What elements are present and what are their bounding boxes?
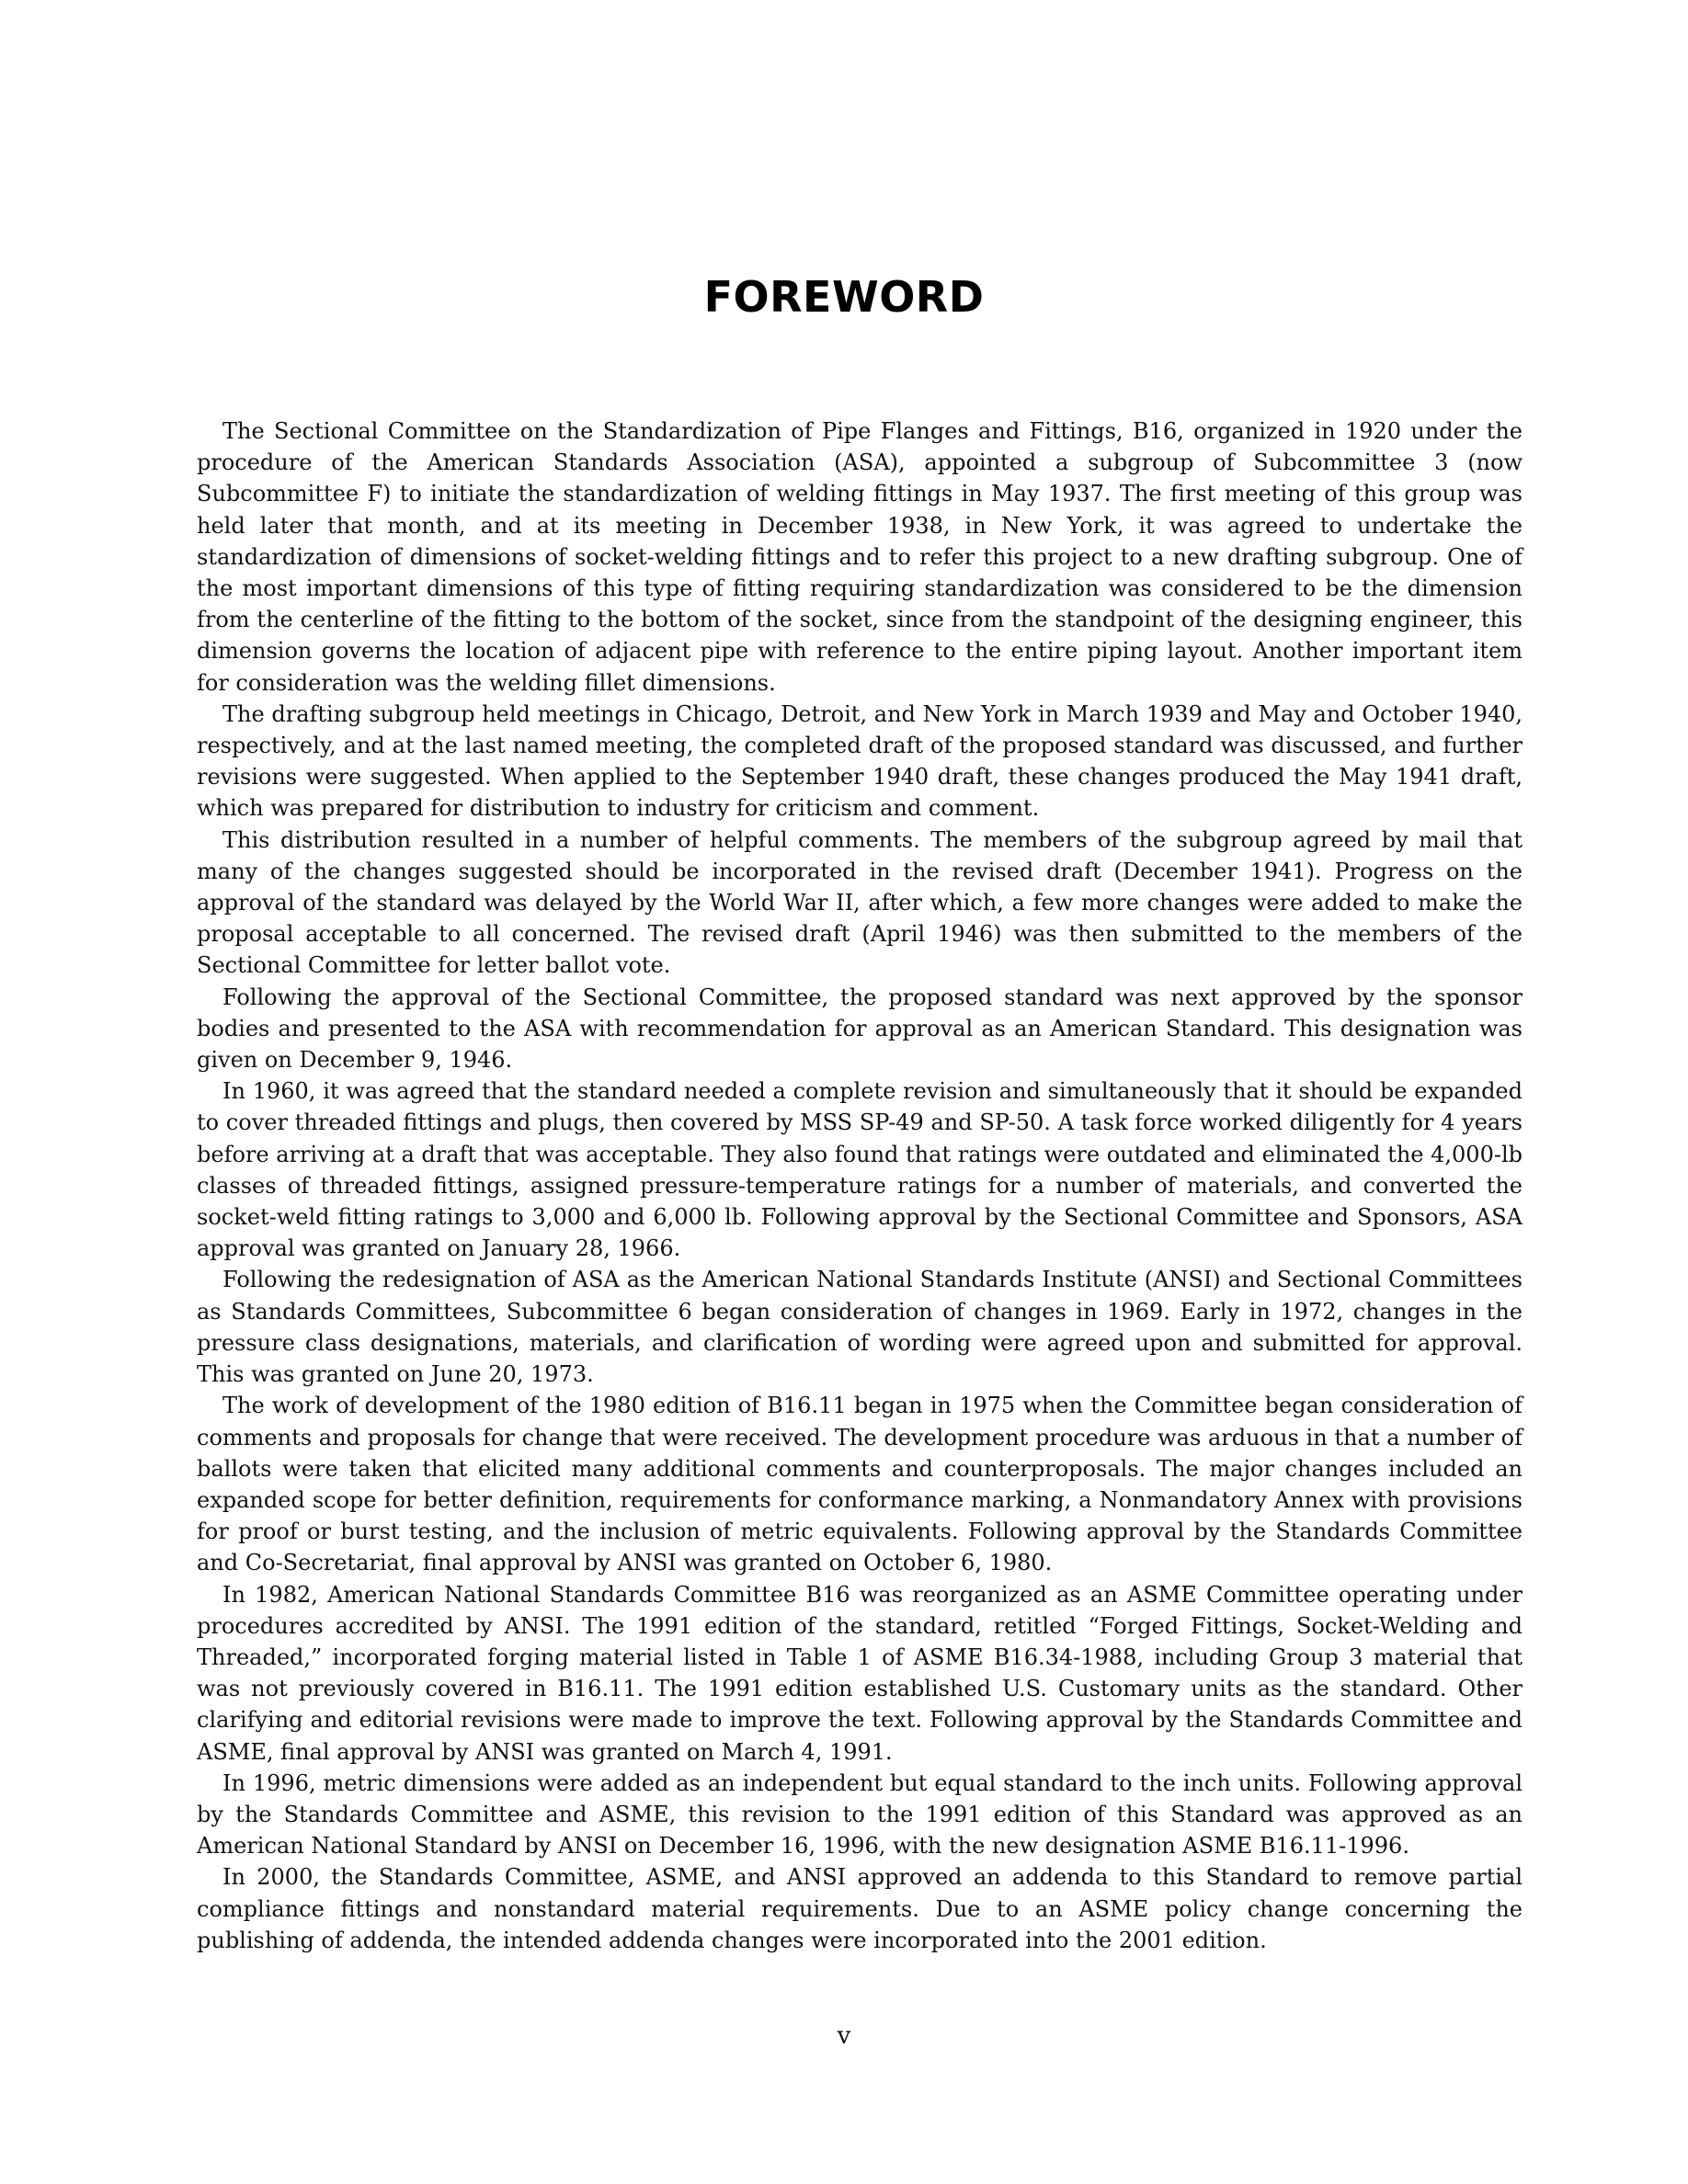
paragraph: In 1996, metric dimensions were added as an independent but equal standard to the inch units. Following approval by the Standards Committee and ASME, this revision to the 1991 edition of this Standard was approved as an American National Standard by ANSI on December 16, 1996, with the new designation ASME B16.11-1996. <box>197 1769 1523 1860</box>
paragraph: This distribution resulted in a number of helpful comments. The members of the subgroup agreed by mail that many of the changes suggested should be incorporated in the revised draft (December 1941). Progress on the approval of the standard was delayed by the World War II, after which, a few more changes were added to make the proposal acceptable to all concerned. The revised draft (April 1946) was then submitted to the members of the Sectional Committee for letter ballot vote. <box>197 826 1523 979</box>
page-number: v <box>837 2022 851 2050</box>
paragraph: In 1982, American National Standards Committee B16 was reorganized as an ASME Committee operating under procedures accredited by ANSI. The 1991 edition of the standard, retitled “Forged Fittings, Socket-Welding and Threaded,” incorporated forging material listed in Table 1 of ASME B16.34-1988, including Group 3 material that was not previously covered in B16.11. The 1991 edition established U.S. Customary units as the standard. Other clarifying and editorial revisions were made to improve the text. Following approval by the Standards Committee and ASME, final approval by ANSI was granted on March 4, 1991. <box>197 1581 1523 1765</box>
page-title: FOREWORD <box>703 272 985 322</box>
paragraph: In 2000, the Standards Committee, ASME, and ANSI approved an addenda to this Standard to remove partial compliance fittings and nonstandard material requirements. Due to an ASME policy change concerning the publishing of addenda, the intended addenda changes were incorporated into the 2001 edition. <box>197 1864 1523 1953</box>
paragraph: Following the approval of the Sectional Committee, the proposed standard was next approved by the sponsor bodies and presented to the ASA with recommendation for approval as an American Standard. This designation was given on December 9, 1946. <box>197 984 1523 1074</box>
paragraph: The drafting subgroup held meetings in Chicago, Detroit, and New York in March 1939 and May and October 1940, respectively, and at the last named meeting, the completed draft of the proposed standard was discussed, and further revisions were suggested. When applied to the September 1940 draft, these changes produced the May 1941 draft, which was prepared for distribution to industry for criticism and comment. <box>197 700 1523 822</box>
paragraph: Following the redesignation of ASA as the American National Standards Institute (ANSI) and Sectional Committees as Standards Committees, Subcommittee 6 began consideration of changes in 1969. Early in 1972, changes in the pressure class designations, materials, and clarification of wording were agreed upon and submitted for approval. This was granted on June 20, 1973. <box>197 1267 1523 1388</box>
paragraph: The work of development of the 1980 edition of B16.11 began in 1975 when the Committee began consideration of comments and proposals for change that were received. The development procedure was arduous in that a number of ballots were taken that elicited many additional comments and counterproposals. The major changes included an expanded scope for better definition, requirements for conformance marking, a Nonmandatory Annex with provisions for proof or burst testing, and the inclusion of metric equivalents. Following approval by the Standards Committee and Co-Secretariat, final approval by ANSI was granted on October 6, 1980. <box>197 1393 1523 1576</box>
foreword-body <box>197 415 1523 1956</box>
paragraph: The Sectional Committee on the Standardization of Pipe Flanges and Fittings, B16, organized in 1920 under the procedure of the American Standards Association (ASA), appointed a subgroup of Subcommittee 3 (now Subcommittee F) to initiate the standardization of welding fittings in May 1937. The first meeting of this group was held later that month, and at its meeting in December 1938, in New York, it was agreed to undertake the standardization of dimensions of socket-welding fittings and to refer this project to a new drafting subgroup. One of the most important dimensions of this type of fitting requiring standardization was considered to be the dimension from the centerline of the fitting to the bottom of the socket, since from the standpoint of the designing engineer, this dimension governs the location of adjacent pipe with reference to the entire piping layout. Another important item for consideration was the welding fillet dimensions. <box>197 418 1523 696</box>
paragraph: In 1960, it was agreed that the standard needed a complete revision and simultaneously that it should be expanded to cover threaded fittings and plugs, then covered by MSS SP-49 and SP-50. A task force worked diligently for 4 years before arriving at a draft that was acceptable. They also found that ratings were outdated and eliminated the 4,000-lb classes of threaded fittings, assigned pressure-temperature ratings for a number of materials, and converted the socket-weld fitting ratings to 3,000 and 6,000 lb. Following approval by the Sectional Committee and Sponsors, ASA approval was granted on January 28, 1966. <box>197 1078 1523 1262</box>
